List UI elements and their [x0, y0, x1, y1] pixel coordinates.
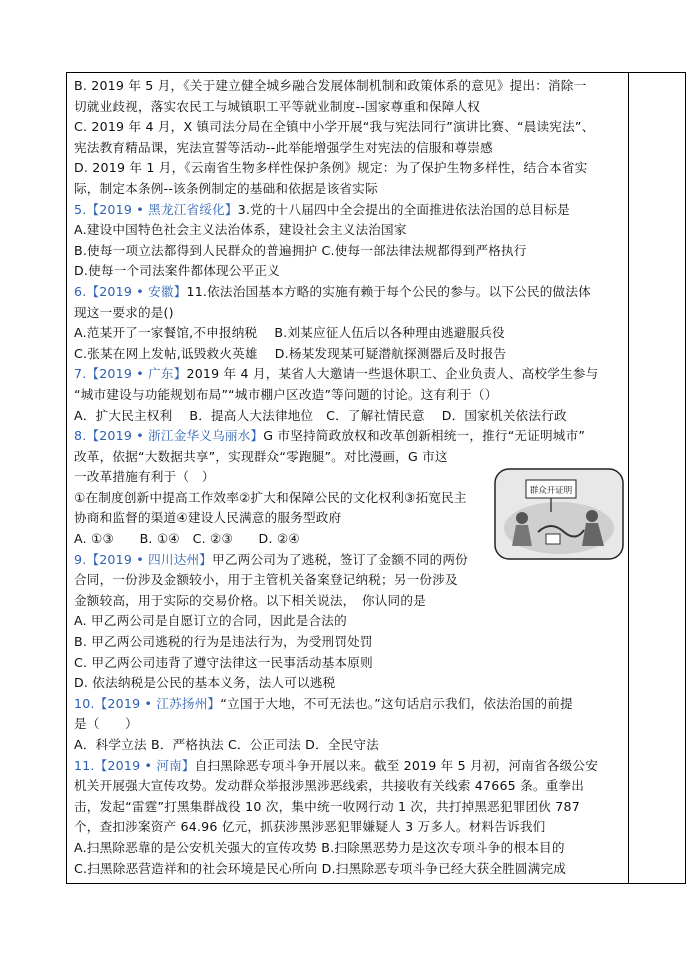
q9-source-tag: 【2019 • 四川达州】 — [86, 551, 213, 567]
q5-stem-text: 3.党的十八届四中全会提出的全面推进依法治国的总目标是 — [237, 201, 570, 217]
q4-option-d-line1: D. 2019 年 1 月，《云南省生物多样性保护条例》规定：为了保护生物多样性，结合本省实 — [74, 160, 588, 176]
cartoon-illustration — [494, 468, 624, 560]
q11-source-tag: 【2019 • 河南】 — [94, 757, 195, 773]
q4-option-b-line2: 切就业歧视，落实农民工与城镇职工平等就业制度--国家尊重和保障人权 — [74, 98, 481, 114]
q10-number: 10. — [74, 695, 95, 711]
q11-line: 机关开展强大宣传攻势。发动群众举报涉黑涉恶线索，共接收有关线索 47665 条。重拳出 — [74, 778, 585, 794]
q8-line: ①在制度创新中提高工作效率②扩大和保障公民的文化权利③拓宽民主 — [74, 489, 467, 505]
q8-line: 一改革措施有利于（ ） — [74, 469, 215, 485]
q7-options: A．扩大民主权利 B．提高人大法律地位 C．了解社情民意 D．国家机关依法行政 — [74, 407, 567, 423]
q8-stem-text: G 市坚持简政放权和改革创新相统一，推行“无证明城市” — [263, 428, 586, 444]
q5-source-tag: 【2019 • 黑龙江省绥化】 — [86, 201, 238, 217]
q6-stem-text: 11.依法治国基本方略的实施有赖于每个公民的参与。以下公民的做法体 — [186, 283, 591, 299]
q9-stem — [74, 550, 489, 571]
q8-line: 协商和监督的渠道④建设人民满意的服务型政府 — [74, 510, 342, 526]
q9-line: 金额较高，用于实际的交易价格。以下相关说法， 你认同的是 — [74, 592, 426, 608]
q9-stem-text: 甲乙两公司为了逃税，签订了金额不同的两份 — [212, 551, 468, 567]
q4-option-c-line1: C. 2019 年 4 月，X 镇司法分局在全镇中小学开展“我与宪法同行”演讲比赛、“晨读宪法”、 — [74, 119, 595, 135]
q8-options: A. ①③ B. ①④ C. ②③ D. ②④ — [74, 531, 300, 547]
q5-option: A.建设中国特色社会主义法治体系，建设社会主义法治国家 — [74, 222, 407, 238]
cartoon-paper — [546, 534, 560, 544]
q11-option: A.扫黑除恶靠的是公安机关强大的宣传攻势 B.扫除黑恶势力是这次专项斗争的根本目的 — [74, 839, 565, 855]
q10-source-tag: 【2019 • 江苏扬州】 — [94, 695, 221, 711]
column-divider — [628, 72, 629, 884]
q5-stem — [74, 200, 624, 221]
q9-number: 9. — [74, 551, 87, 567]
q9-line: 合同，一份涉及金额较小，用于主管机关备案登记纳税；另一份涉及 — [74, 572, 458, 588]
q11-number: 11. — [74, 757, 95, 773]
q6-option: A.范某开了一家餐馆,不申报纳税 B.刘某应征人伍后以各种理由逃避服兵役 — [74, 325, 505, 341]
q4-option-c-line2: 宪法教育精品课，宪法宣誓等活动--此举能增强学生对宪法的信服和尊崇感 — [74, 139, 493, 155]
q4-option-b-line1: B. 2019 年 5 月，《关于建立健全城乡融合发展体制机制和政策体系的意见》提出：消除一 — [74, 78, 587, 93]
q7-stem-text: 2019 年 4 月，某省人大邀请一些退休职工、企业负责人、高校学生参与 — [186, 366, 599, 382]
q6-option: C.张某在网上发帖,诋毁救火英雄 D.杨某发现某可疑潜航探测器后及时报告 — [74, 345, 507, 361]
q9-option: A. 甲乙两公司是自愿订立的合同，因此是合法的 — [74, 613, 347, 629]
q11-option: C.扫黑除恶营造祥和的社会环境是民心所向 D.扫黑除恶专项斗争已经大获全胜圆满完成 — [74, 860, 567, 876]
q10-options: A．科学立法 B．严格执法 C．公正司法 D．全民守法 — [74, 737, 380, 752]
q8-stem — [74, 426, 624, 447]
q7-stem — [74, 364, 624, 385]
q11-line: 个，查扣涉案资产 64.96 亿元，抓获涉黑涉恶犯罪嫌疑人 3 万多人。材料告诉我们 — [74, 819, 546, 835]
cartoon-figure-head — [586, 510, 598, 522]
q10-stem — [74, 694, 624, 715]
q6-number: 6. — [74, 283, 87, 299]
q5-option: B.使每一项立法都得到人民群众的普遍拥护 C.使每一部法律法规都得到严格执行 — [74, 242, 527, 258]
q7-number: 7. — [74, 366, 87, 382]
q10-stem-line2: 是（ ） — [74, 716, 138, 732]
q11-line: 击，发起“雷霆”打黑集群战役 10 次，集中统一收网行动 1 次，共打掉黑恶犯罪团伙 787 — [74, 798, 580, 814]
q6-stem — [74, 282, 624, 303]
q11-stem-text: 自扫黑除恶专项斗争开展以来。截至 2019 年 5 月初，河南省各级公安 — [194, 757, 599, 773]
q5-number: 5. — [74, 201, 87, 217]
q7-source-tag: 【2019 • 广东】 — [86, 366, 187, 382]
q9-option: D. 依法纳税是公民的基本义务，法人可以逃税 — [74, 675, 336, 691]
q7-stem-line2: “城市建设与功能规划布局”“城市棚户区改造”等问题的讨论。这有利于（） — [74, 386, 498, 402]
q6-stem-line2: 现这一要求的是() — [74, 304, 174, 320]
q8-line: 改革，依据“大数据共享”，实现群众“零跑腿”。对比漫画，G 市这 — [74, 448, 448, 464]
cartoon-figure-head — [516, 512, 528, 524]
q10-stem-text: “立国于大地，不可无法也。”这句话启示我们，依法治国的前提 — [220, 695, 573, 711]
q4-option-d-line2: 际，制定本条例--该条例制定的基础和依据是该省实际 — [74, 180, 378, 196]
q8-source-tag: 【2019 • 浙江金华义乌丽水】 — [86, 428, 264, 444]
q9-option: B. 甲乙两公司逃税的行为是违法行为，为受刑罚处罚 — [74, 634, 373, 650]
q5-option: D.使每一个司法案件都体现公平正义 — [74, 263, 281, 279]
cartoon-sign-text: 群众开证明 — [529, 486, 573, 496]
q8-number: 8. — [74, 428, 87, 444]
q11-stem — [74, 756, 624, 777]
q6-source-tag: 【2019 • 安徽】 — [86, 283, 187, 299]
q9-option: C. 甲乙两公司违背了遵守法律这一民事活动基本原则 — [74, 654, 373, 670]
